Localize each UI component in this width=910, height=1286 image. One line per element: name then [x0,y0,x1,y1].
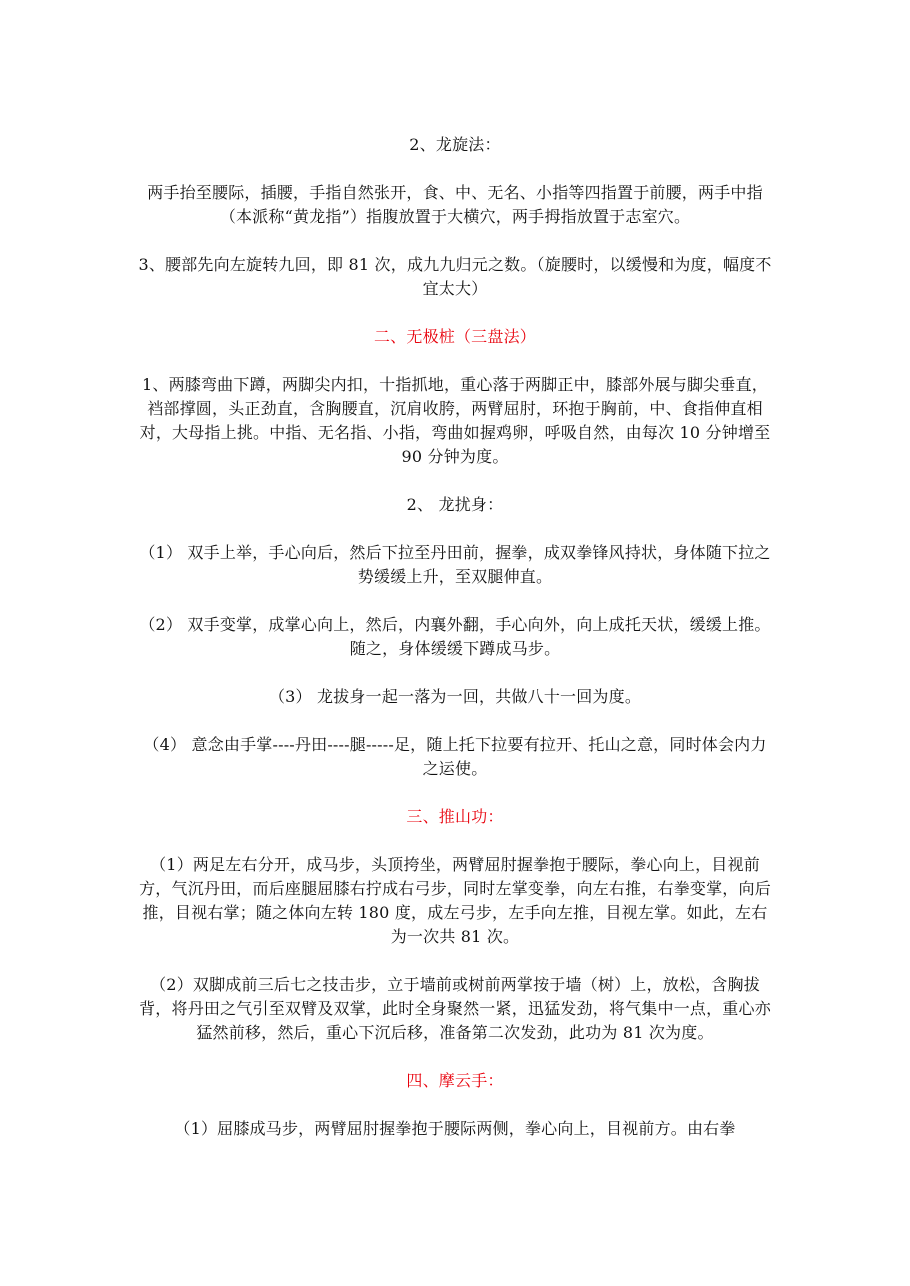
paragraph-hands-on-waist: 两手抬至腰际，插腰，手指自然张开，食、中、无名、小指等四指置于前腰，两手中指（本派称“黄龙指”）指腹放置于大横穴，两手拇指放置于志室穴。 [147,183,763,226]
paragraph-cloud-step-1: （1）屈膝成马步，两臂屈肘握拳抱于腰际两侧，拳心向上，目视前方。由右拳 [174,1119,736,1138]
heading-wuji-stance: 二、无极桩（三盘法） [373,327,536,346]
paragraph-dragon-rotation-title: 2、龙旋法： [409,135,501,154]
text-column [138,133,772,1141]
paragraph-step-3: （3） 龙拔身一起一落为一回，共做八十一回为度。 [268,687,642,706]
paragraph-stance-instructions: 1、两膝弯曲下蹲，两脚尖内扣，十指抓地，重心落于两脚正中，膝部外展与脚尖垂直，裆部撑圆，头正劲直，含胸腰直，沉肩收胯，两臂屈肘，环抱于胸前，中、食指伸直相对，大母指上挑。中指、无名指、小指，弯曲如握鸡卵，呼吸自然，由每次 10 分钟增至 90 分钟为度。 [139,375,771,466]
paragraph-push-step-1: （1）两足左右分开，成马步，头顶挎坐，两臂屈肘握拳抱于腰际，拳心向上，目视前方，气沉丹田，而后座腿屈膝右拧成右弓步，同时左掌变拳，向左右推，右拳变掌，向后推，目视右掌；随之体向左转 180 度，成左弓步，左手向左推，目视左掌。如此，左右为一次共 81 次。 [139,855,771,946]
paragraph-waist-rotation: 3、腰部先向左旋转九回，即 81 次，成九九归元之数。（旋腰时，以缓慢和为度，幅度不宜太大） [138,255,772,298]
heading-cloud-hands: 四、摩云手： [406,1071,504,1090]
heading-push-mountain: 三、推山功： [406,807,504,826]
paragraph-push-step-2: （2）双脚成前三后七之技击步，立于墙前或树前两掌按于墙（树）上，放松，含胸拔背，将丹田之气引至双臂及双掌，此时全身聚然一紧，迅猛发劲，将气集中一点，重心亦猛然前移，然后，重心下沉后移，准备第二次发劲，此功为 81 次为度。 [139,975,771,1042]
paragraph-step-1: （1） 双手上举，手心向后，然后下拉至丹田前，握拳，成双拳锋风持状，身体随下拉之势缓缓上升，至双腿伸直。 [139,543,771,586]
paragraph-step-2: （2） 双手变掌，成掌心向上，然后，内襄外翻，手心向外，向上成托天状，缓缓上推。随之，身体缓缓下蹲成马步。 [139,615,771,658]
paragraph-step-4: （4） 意念由手掌----丹田----腿-----足，随上托下拉要有拉开、托山之意，同时体会内力之运使。 [143,735,767,778]
paragraph-dragon-body-title: 2、 龙扰身： [406,495,504,514]
